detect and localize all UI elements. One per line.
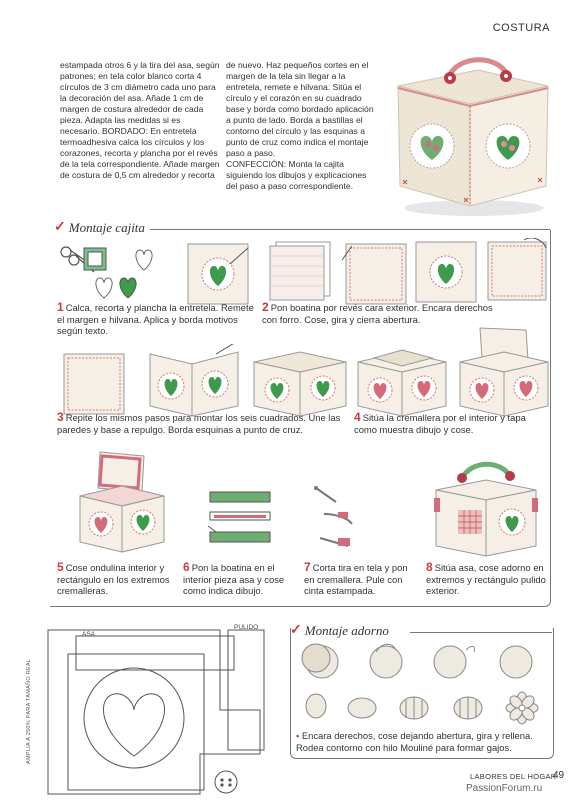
step-1: 1 Calca, recorta y plancha la entretela. Remete el margen e hilvana. Aplica y borda motivos según texto.: [57, 300, 254, 336]
step-7: 7 Corta tira en tela y pon en cremallera. Pule con cinta estampada.: [304, 560, 408, 596]
step-3: 3 Repite los mismos pasos para montar los seis cuadrados. Une las paredes y base a repulgo. Borda esquinas a punto de cruz.: [57, 410, 341, 435]
asa-label: ASA: [82, 631, 96, 638]
step3b-illustration: [146, 344, 242, 418]
montaje-cajita-title: Montaje cajita: [68, 219, 145, 235]
step-4: 4 Sitúa la cremallera por el interior y tapa como muestra dibujo y cose.: [354, 410, 526, 435]
step2b-illustration: [342, 240, 412, 310]
step3-illustration: [62, 352, 128, 418]
adorno-instructions: • Encara derechos, cose dejando abertura, gira y rellena. Rodea contorno con hilo Mouliné para formar gajos.: [296, 730, 533, 753]
check-icon: ✓: [54, 220, 66, 235]
page-number: 49: [553, 770, 565, 781]
step4-illustration: [354, 336, 450, 418]
pulido-label: PULIDO: [234, 624, 259, 631]
step7-illustration: [296, 484, 362, 554]
step4b-illustration: [456, 326, 552, 418]
adorno-illustrations: [296, 640, 552, 726]
montaje-adorno-title: Montaje adorno: [304, 622, 389, 638]
enlarge-note: AMPLIA A 250% PARA TAMAÑO REAL: [26, 658, 32, 764]
step2d-illustration: [484, 238, 550, 308]
check-icon: ✓: [290, 623, 302, 638]
step-6: 6 Pon la boatina en el interior pieza asa y cose como indica dibujo.: [183, 560, 285, 596]
step6-illustration: [206, 488, 278, 554]
watermark: PassionForum.ru: [466, 783, 543, 794]
step2c-illustration: [414, 240, 480, 306]
intro-confeccion: CONFECCIÓN: Monta la cajita siguiendo los dibujos y explicaciones del paso a paso correspondiente.: [226, 159, 367, 191]
step-5: 5 Cose ondulina interior y rectángulo en los extremos cremalleras.: [57, 560, 170, 596]
step1-illustration: [56, 238, 176, 308]
intro-column-2: [226, 60, 378, 192]
step1b-illustration: [186, 242, 252, 308]
magazine-name: LABORES DEL HOGAR: [470, 772, 557, 781]
intro-column-1: estampada otros 6 y la tira del asa, según patrones; en tela color blanco corta 4 círculos de 3 cm diámetro cada uno para la decoración del asa. Añade 1 cm de margen de costura alrededor de cada pieza. Adapta las medidas si es necesario. BORDADO: En entretela termoadhesiva calca los círculos y los corazones, recorta y plancha por el revés de la tela correspondiente. Añade margen de costura de 0,5 cm alrededor y recorta: [60, 60, 220, 180]
step-8: 8 Sitúa asa, cose adorno en extremos y rectángulo pulido exterior.: [426, 560, 546, 596]
box-photo: [388, 48, 556, 218]
step8-illustration: [428, 456, 544, 558]
section-label: COSTURA: [492, 22, 550, 34]
bullet: •: [296, 730, 300, 741]
intro-paragraph: de nuevo. Haz pequeños cortes en el margen de la tela sin llegar a la entretela, remete e hilvana. Sitúa el círculo y el corazón en su cuadrado base y borda como bordado aplicación a punto de lado. Borda a bastillas el contorno del círculo y las esquinas a punto de cruz como indica el montaje paso a paso.: [226, 60, 374, 158]
step3c-illustration: [250, 346, 350, 418]
step5-illustration: [76, 450, 168, 554]
step2-illustration: [262, 240, 334, 308]
step-2: 2 Pon boatina por revés cara exterior. Encara derechos con forro. Cose, gira y cierra abertura.: [262, 300, 493, 325]
pattern-sheet: [0, 614, 283, 800]
